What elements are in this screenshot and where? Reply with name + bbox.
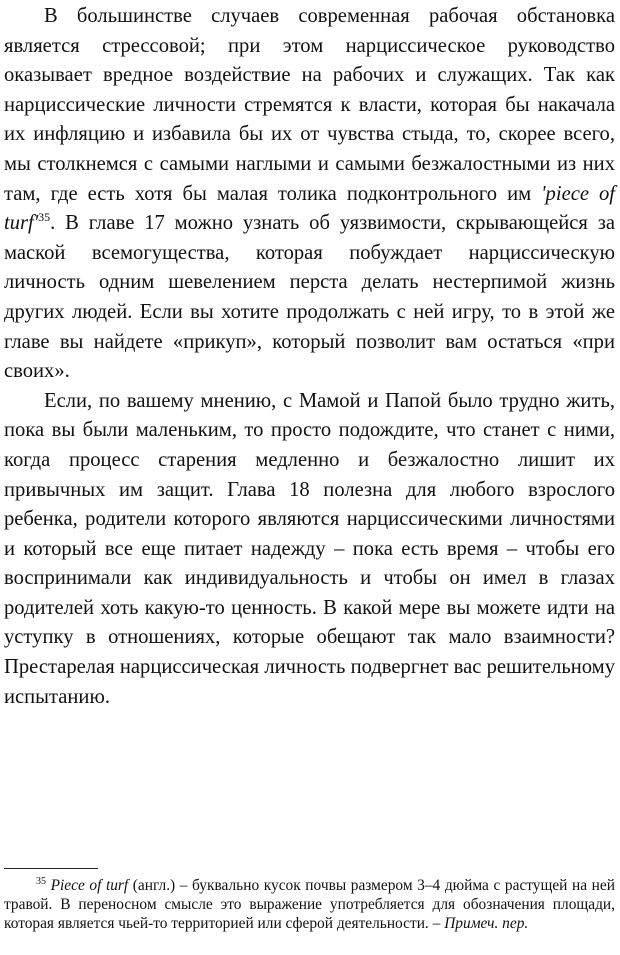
main-text [4, 2, 615, 712]
footnote-note: Примеч. пер. [444, 915, 529, 933]
footnote [4, 876, 615, 934]
paragraph-2-text: Если, по вашему мнению, с Мамой и Папой было трудно жить, пока вы были маленьким, то просто подождите, что станет с ними, когда процесс старения медленно и безжалостно лишит их привычных им защит. Глава 18 полезна для любого взрослого ребенка, родители которого являются нарциссическими личностями и который все еще питает надежду – пока есть время – чтобы его воспринимали как индивидуальность и чтобы он имел в глазах родителей хоть какую-то ценность. В какой мере вы можете идти на уступку в отношениях, которые обещают так мало взаимности? Престарелая нарциссическая личность подвергнет вас решительному испытанию. [4, 389, 615, 708]
paragraph-1 [4, 2, 615, 387]
footnote-text: (англ.) – буквально кусок почвы размером 3–4 дюйма с растущей на ней травой. В переносном смысле это выражение употребляется для обозначения площади, которая является чьей-то территорией или сферой деятельности. – [4, 877, 615, 933]
footnote-number: 35 [36, 875, 46, 887]
paragraph-1-text-a: В большинстве случаев современная рабочая обстановка является стрессовой; при этом нарциссическое руководство оказывает вредное воздействие на рабочих и служащих. Так как нарциссические личности стремятся к власти, которая бы накачала их инфляцию и избавила бы их от чувства стыда, то, скорее всего, мы столкнемся с самыми наглыми и самыми безжалостными из них там, где есть хотя бы малая толика подконтрольного им [4, 5, 615, 205]
paragraph-1-text-b: . В главе 17 можно узнать об уязвимости, скрывающейся за маской всемогущества, которая побуждает нарциссическую личность одним шевелением перста делать нестерпимой жизнь других людей. Если вы хотите продолжать с ней игру, то в этой же главе вы найдете «прикуп», который позволит вам остаться «при своих». [4, 212, 615, 383]
footnote-reference[interactable]: 35 [38, 210, 51, 225]
paragraph-1-term: 'piece of turf' [4, 182, 616, 235]
footnote-term: Piece of turf [50, 877, 129, 894]
footnote-divider [4, 868, 98, 869]
paragraph-2 [4, 387, 615, 713]
